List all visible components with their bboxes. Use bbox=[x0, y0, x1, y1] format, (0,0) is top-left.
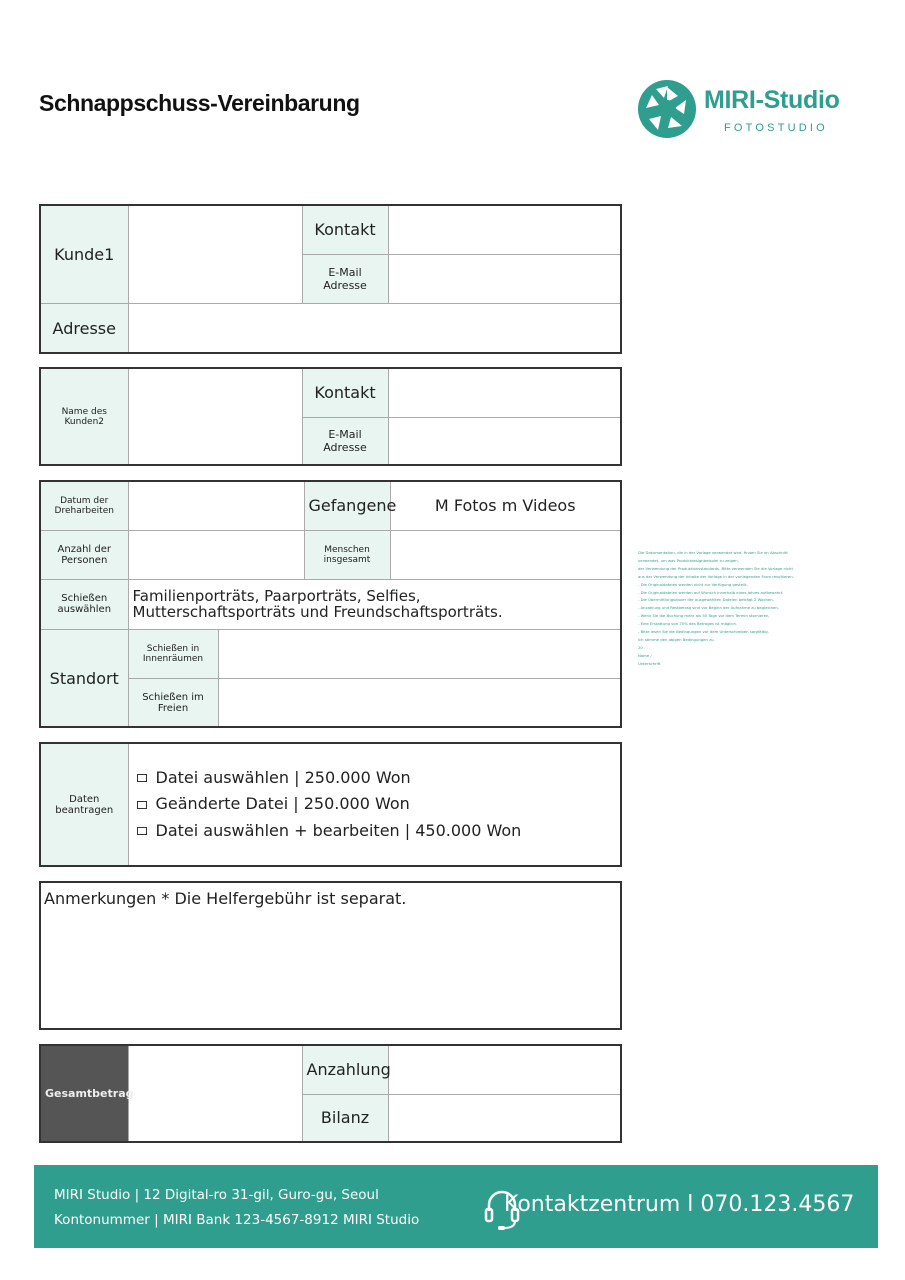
package-option[interactable]: Geänderte Datei | 250.000 Won bbox=[137, 791, 617, 818]
customer1-email-label: E-Mail Adresse bbox=[302, 254, 388, 303]
package-option[interactable]: Datei auswählen + bearbeiten | 450.000 Won bbox=[137, 818, 617, 845]
customer1-table bbox=[39, 204, 622, 354]
persons-field[interactable] bbox=[128, 530, 304, 579]
notes-label: Anmerkungen * Die Helfergebühr ist separat. bbox=[44, 889, 407, 908]
customer1-address-label: Adresse bbox=[40, 304, 128, 353]
customer2-email-field[interactable] bbox=[388, 417, 621, 465]
total-table bbox=[39, 1044, 622, 1143]
brand-logo bbox=[638, 80, 878, 140]
total-persons-label: Menschen insgesamt bbox=[304, 530, 390, 579]
customer1-label: Kunde1 bbox=[40, 205, 128, 304]
total-label: Gesamtbetrag bbox=[40, 1045, 128, 1142]
total-field[interactable] bbox=[128, 1045, 302, 1142]
data-request-options bbox=[128, 743, 621, 866]
shoot-date-field[interactable] bbox=[128, 481, 304, 530]
indoor-field[interactable] bbox=[218, 630, 621, 679]
customer1-name-field[interactable] bbox=[128, 205, 302, 304]
captured-value[interactable]: M Fotos m Videos bbox=[390, 481, 621, 530]
footer-bar bbox=[34, 1165, 878, 1248]
data-request-table bbox=[39, 742, 622, 867]
customer2-contact-label: Kontakt bbox=[302, 368, 388, 417]
checkbox-icon[interactable] bbox=[137, 827, 147, 835]
shoot-select-value[interactable] bbox=[128, 579, 621, 629]
persons-label: Anzahl der Personen bbox=[40, 530, 128, 579]
deposit-label: Anzahlung bbox=[302, 1045, 388, 1094]
brand-name: MIRI-Studio bbox=[704, 86, 840, 114]
outdoor-label: Schießen im Freien bbox=[128, 679, 218, 727]
shoot-date-label: Datum der Dreharbeiten bbox=[40, 481, 128, 530]
customer2-name-field[interactable] bbox=[128, 368, 302, 465]
notes-field[interactable] bbox=[39, 881, 622, 1030]
customer1-contact-field[interactable] bbox=[388, 205, 621, 254]
indoor-label: Schießen in Innenräumen bbox=[128, 630, 218, 679]
shoot-select-label: Schießen auswählen bbox=[40, 579, 128, 629]
checkbox-icon[interactable] bbox=[137, 801, 147, 809]
customer1-address-field[interactable] bbox=[128, 304, 621, 353]
data-request-label: Daten beantragen bbox=[40, 743, 128, 866]
checkbox-icon[interactable] bbox=[137, 774, 147, 782]
customer2-email-label: E-Mail Adresse bbox=[302, 417, 388, 465]
location-label: Standort bbox=[40, 630, 128, 727]
balance-label: Bilanz bbox=[302, 1094, 388, 1142]
aperture-icon bbox=[638, 80, 696, 138]
balance-field[interactable] bbox=[388, 1094, 621, 1142]
deposit-field[interactable] bbox=[388, 1045, 621, 1094]
footer-address: MIRI Studio | 12 Digital-ro 31-gil, Guro-gu, Seoul bbox=[54, 1187, 379, 1203]
total-persons-field[interactable] bbox=[390, 530, 621, 579]
shoot-select-line-2: Mutterschaftsporträts und Freundschaftsporträts. bbox=[132, 603, 503, 622]
page-title: Schnappschuss-Vereinbarung bbox=[39, 90, 360, 116]
customer2-contact-field[interactable] bbox=[388, 368, 621, 417]
terms-notes: Die Dokumentation, die in der Vorlage verwendet wird, finden Sie im Abschnitt verwendet, um was Produktdesignbeispiel zu zeigen. der Verwendung der Produktionsstandards. Bitte verwenden Sie die Vorlage nicht aus der Verwendung der Inhalte der Vorlage in der vorliegenden Form resultieren. - Die Originaldateien werden nicht zur Verfügung gestellt. - Die Originaldateien werden auf Wunsch innerhalb eines Jahres aufbewahrt. - Die Übermittlungsdauer der ausgewählten Dateien beträgt 2 Wochen. - Anzahlung und Restbetrag sind vor Beginn der Aufnahme zu begleichen. - Wenn Sie die Buchung mehr als 30 Tage vor dem Termin stornieren, - Eine Erstattung von 70% des Betrages ist möglich. - Bitte lesen Sie die Bedingungen vor dem Unterschreiben sorgfältig. ich stimme den obigen Bedingungen zu. 20 . . . Name / Unterschrift bbox=[638, 550, 794, 666]
customer2-label: Name des Kunden2 bbox=[40, 368, 128, 465]
shoot-table bbox=[39, 480, 622, 728]
outdoor-field[interactable] bbox=[218, 679, 621, 727]
footer-contact-center[interactable]: Kontaktzentrum l 070.123.4567 bbox=[504, 1192, 855, 1217]
footer-bank: Kontonummer | MIRI Bank 123-4567-8912 MIRI Studio bbox=[54, 1212, 420, 1228]
customer1-email-field[interactable] bbox=[388, 254, 621, 303]
captured-label: Gefangene bbox=[304, 481, 390, 530]
package-option[interactable]: Datei auswählen | 250.000 Won bbox=[137, 765, 617, 792]
brand-tagline: FOTOSTUDIO bbox=[724, 122, 828, 134]
shoot-select-line-1: Familienporträts, Paarporträts, Selfies, bbox=[132, 587, 421, 606]
customer1-contact-label: Kontakt bbox=[302, 205, 388, 254]
customer2-table bbox=[39, 367, 622, 466]
